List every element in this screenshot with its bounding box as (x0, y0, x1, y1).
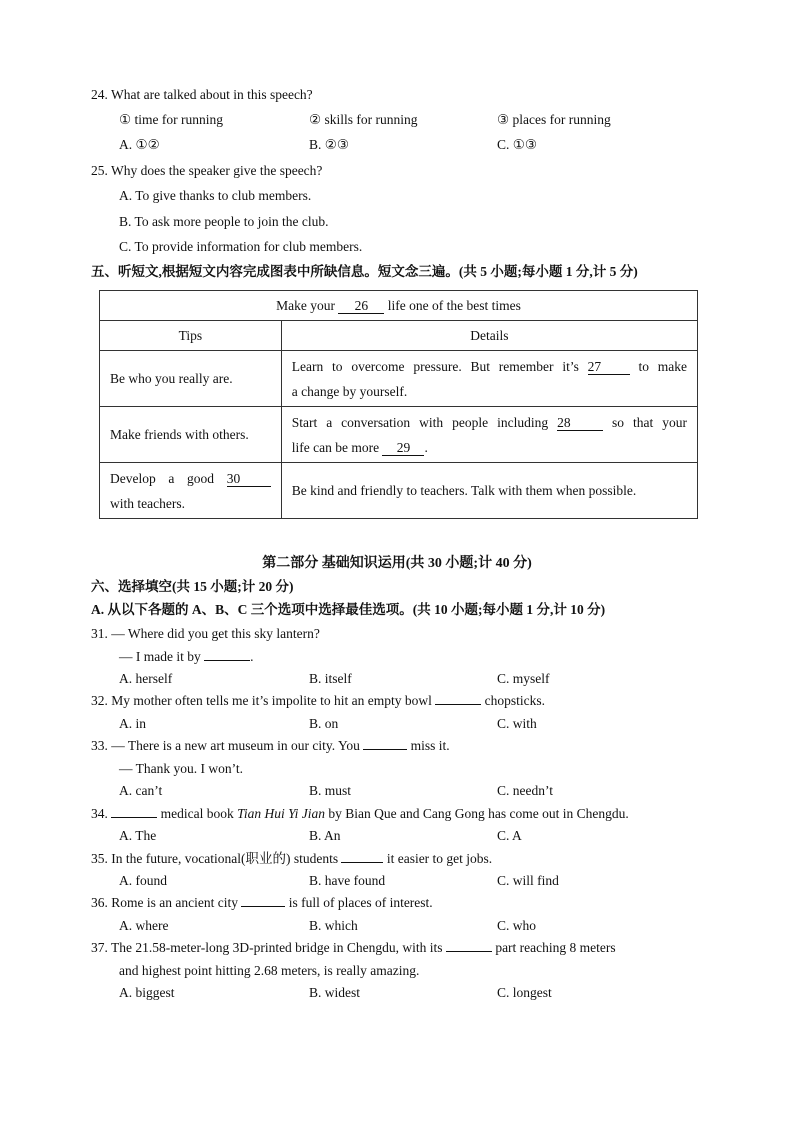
q34-pre: medical book (160, 806, 234, 821)
q31-option-c: C. myself (497, 671, 550, 686)
q35-option-c: C. will find (497, 873, 559, 888)
q35-option-a: A. found (119, 873, 167, 888)
q25-option-a: A. To give thanks to club members. (119, 188, 312, 203)
row1-detail-b: to make (638, 358, 688, 374)
row3-tip-a: Develop a good (110, 470, 215, 486)
q24-item-1: ① time for running (119, 112, 223, 127)
q24-option-c: C. ①③ (497, 137, 537, 152)
q32-blank (435, 704, 481, 705)
q35-pre: 35. In the future, vocational(职业的) students (91, 851, 339, 866)
q37-line2: and highest point hitting 2.68 meters, is really amazing. (119, 963, 420, 978)
row3-tip (100, 463, 282, 519)
q33-option-b: B. must (309, 783, 352, 798)
q31-line1: 31. — Where did you get this sky lantern? (91, 626, 320, 641)
q36-post: is full of places of interest. (288, 895, 433, 910)
q34-post: by Bian Que and Cang Gong has come out in Chengdu. (328, 806, 629, 821)
q34-option-a: A. The (119, 828, 157, 843)
q34-stem (91, 805, 629, 823)
q36-stem (91, 894, 433, 912)
q32-option-a: A. in (119, 716, 146, 731)
q31-option-b: B. itself (309, 671, 352, 686)
row3-detail: Be kind and friendly to teachers. Talk with them when possible. (281, 463, 697, 519)
subsection-a-heading: A. 从以下各题的 A、B、C 三个选项中选择最佳选项。(共 10 小题;每小题 1 分,计 10 分) (91, 602, 606, 617)
q34-option-b: B. An (309, 828, 341, 843)
row2-detail (281, 407, 697, 463)
row3-tip-b: with teachers. (110, 495, 185, 511)
q31-line2-post: . (250, 649, 254, 664)
row1-detail-c: a change by yourself. (291, 383, 408, 399)
q31-line2-pre: — I made it by (119, 649, 201, 664)
q33-blank (363, 749, 407, 750)
q32-post: chopsticks. (484, 693, 545, 708)
q33-line1 (91, 737, 450, 755)
q37-post: part reaching 8 meters (495, 940, 616, 955)
q25-option-b: B. To ask more people to join the club. (119, 214, 329, 229)
row2-detail-c: life can be more (291, 439, 380, 455)
q37-blank (446, 951, 492, 952)
q37-option-a: A. biggest (119, 985, 175, 1000)
q35-stem (91, 850, 492, 868)
q34-num: 34. (91, 806, 108, 821)
q33-post: miss it. (410, 738, 450, 753)
section5-heading: 五、听短文,根据短文内容完成图表中所缺信息。短文念三遍。(共 5 小题;每小题 1 分,计 5 分) (91, 264, 638, 279)
q34-blank (111, 817, 157, 818)
q33-option-c: C. needn’t (497, 783, 553, 798)
q36-option-c: C. who (497, 918, 537, 933)
blank-27: 27 (588, 359, 630, 375)
blank-30: 30 (227, 471, 271, 487)
section6-heading: 六、选择填空(共 15 小题;计 20 分) (91, 579, 294, 594)
q31-option-a: A. herself (119, 671, 173, 686)
q37-option-c: C. longest (497, 985, 552, 1000)
q37-pre: 37. The 21.58-meter-long 3D-printed bridge in Chengdu, with its (91, 940, 443, 955)
row2-detail-d: . (424, 439, 428, 455)
q25-option-c: C. To provide information for club members. (119, 239, 363, 254)
row2-detail-line1 (292, 410, 687, 435)
table-title-pre: Make your (276, 298, 335, 313)
q35-post: it easier to get jobs. (386, 851, 493, 866)
row2-detail-b: so that your (612, 414, 687, 430)
q32-pre: 32. My mother often tells me it’s impolite to hit an empty bowl (91, 693, 432, 708)
q34-book-title: Tian Hui Yi Jian (237, 806, 325, 821)
row2-detail-a: Start a conversation with people including (291, 414, 549, 430)
q24-item-2: ② skills for running (309, 112, 418, 127)
row2-detail-line2 (292, 435, 687, 460)
table-title-post: life one of the best times (387, 298, 521, 313)
q32-option-b: B. on (309, 716, 339, 731)
q33-pre: 33. — There is a new art museum in our city. You (91, 738, 360, 753)
q24-option-b: B. ②③ (309, 137, 349, 152)
blank-26: 26 (338, 298, 384, 314)
q33-option-a: A. can’t (119, 783, 163, 798)
q24-option-a: A. ①② (119, 137, 160, 152)
q31-blank (204, 660, 250, 661)
row1-detail-line1 (292, 354, 687, 379)
q33-line2: — Thank you. I won’t. (119, 761, 243, 776)
row2-tip: Make friends with others. (100, 407, 282, 463)
part2-heading: 第二部分 基础知识运用(共 30 小题;计 40 分) (262, 556, 532, 571)
q34-option-c: C. A (497, 828, 522, 843)
q36-blank (241, 906, 285, 907)
q37-option-b: B. widest (309, 985, 361, 1000)
row3-tip-line1 (110, 466, 271, 491)
q36-pre: 36. Rome is an ancient city (91, 895, 238, 910)
q36-option-a: A. where (119, 918, 169, 933)
q35-option-b: B. have found (309, 873, 386, 888)
info-table (99, 290, 698, 519)
col-header-details: Details (281, 321, 697, 351)
blank-29: 29 (382, 440, 424, 456)
q31-line2 (119, 648, 253, 666)
q36-option-b: B. which (309, 918, 358, 933)
q24-item-3: ③ places for running (497, 112, 611, 127)
row1-detail (281, 351, 697, 407)
q32-stem (91, 692, 545, 710)
row1-detail-a: Learn to overcome pressure. But remember it’s (291, 358, 579, 374)
q32-option-c: C. with (497, 716, 537, 731)
col-header-tips: Tips (100, 321, 282, 351)
row1-tip: Be who you really are. (100, 351, 282, 407)
blank-28: 28 (557, 415, 603, 431)
table-title (100, 291, 698, 321)
q35-blank (341, 862, 383, 863)
q25-stem: 25. Why does the speaker give the speech? (91, 163, 323, 178)
q24-stem: 24. What are talked about in this speech? (91, 87, 313, 102)
q37-line1 (91, 939, 616, 957)
